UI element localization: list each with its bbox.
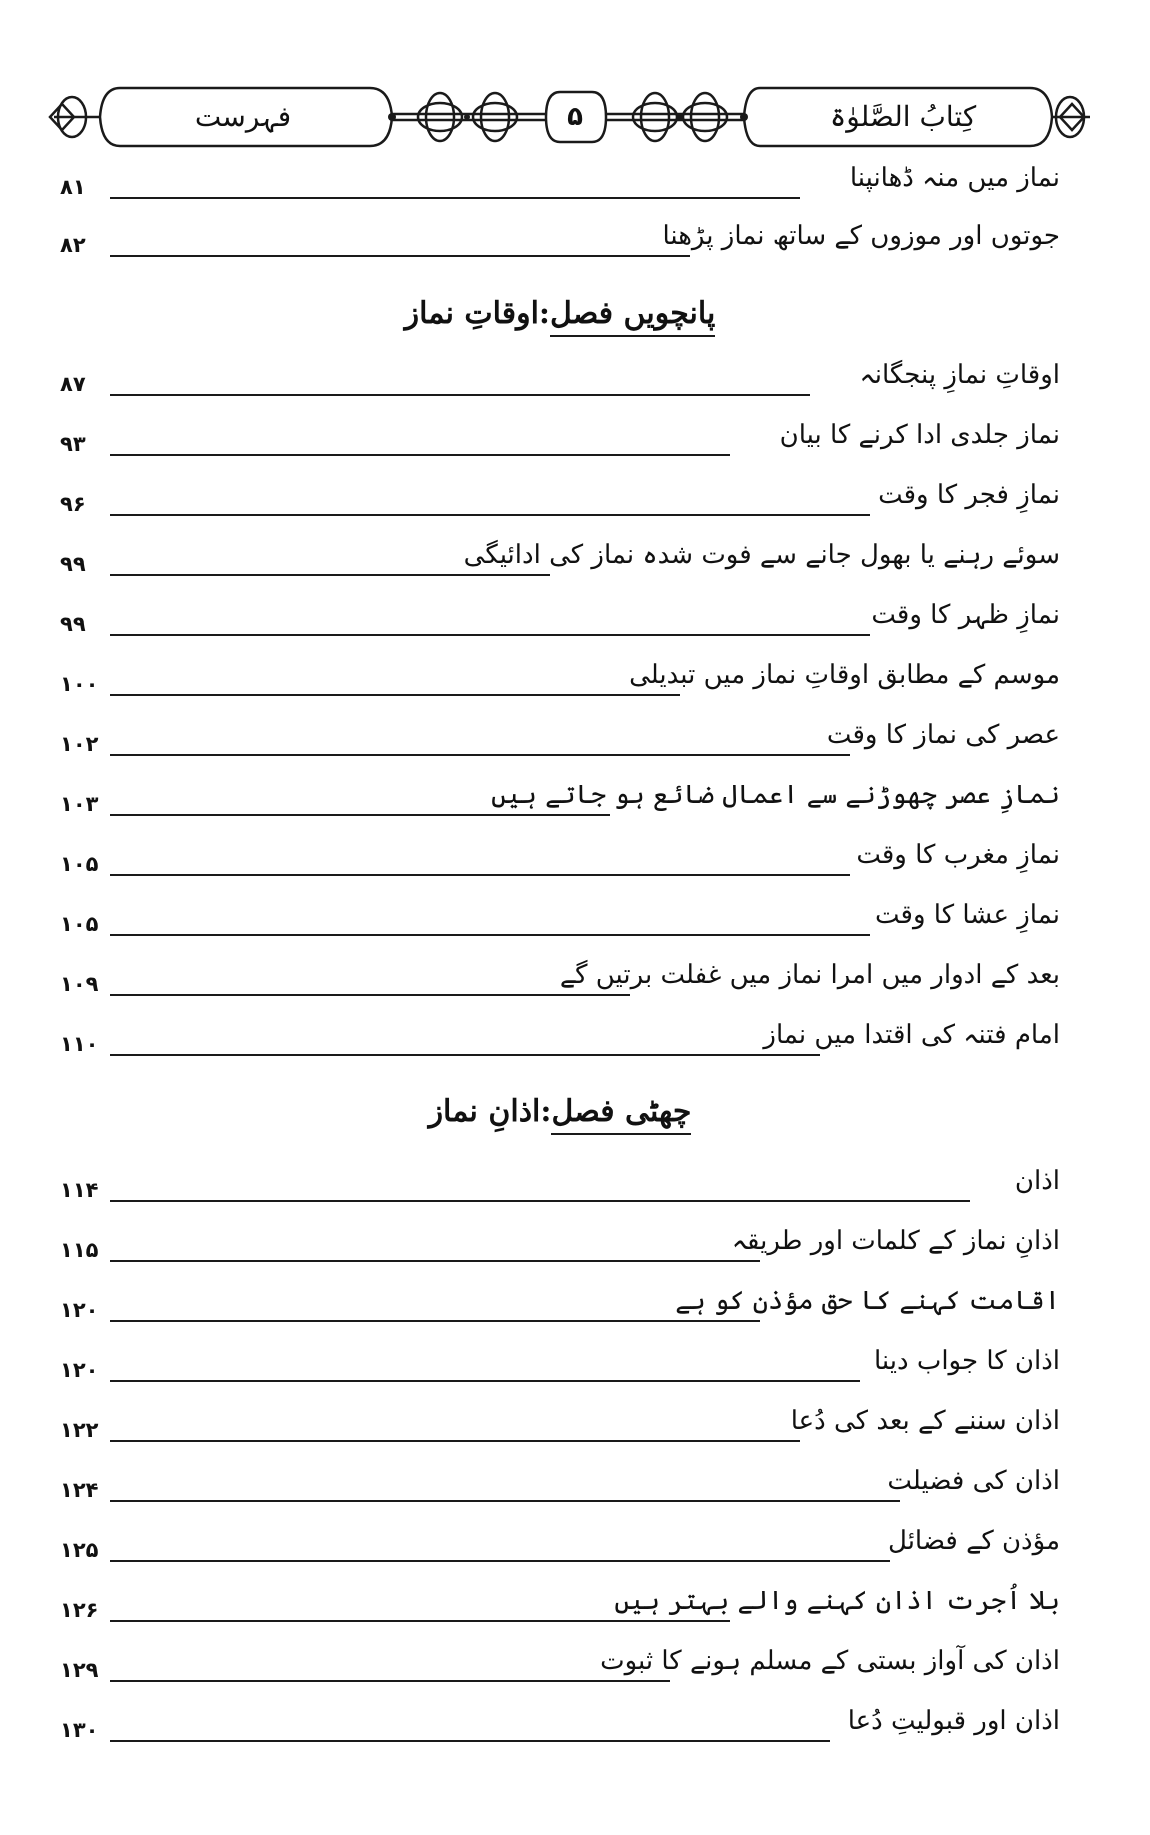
toc-leader-line [110, 874, 850, 876]
toc-entry[interactable] [60, 155, 1060, 205]
toc-entry[interactable] [60, 1638, 1060, 1688]
toc-entry-page: ۱۲۹ [60, 1658, 99, 1682]
toc-entry-title: اذان کی فضیلت [887, 1466, 1060, 1496]
chapter-heading-title: :اذانِ نماز [428, 1094, 552, 1129]
toc-entry[interactable] [60, 1518, 1060, 1568]
toc-leader-line [110, 454, 730, 456]
toc-leader-line [110, 1260, 760, 1262]
toc-entry-page: ۱۲۰ [60, 1358, 99, 1382]
toc-entry-page: ۱۲۶ [60, 1598, 99, 1622]
toc-entry[interactable] [60, 952, 1060, 1002]
toc-entry-page: ۱۰۹ [60, 972, 99, 996]
toc-entry-page: ۱۲۲ [60, 1418, 99, 1442]
toc-entry-title: جوتوں اور موزوں کے ساتھ نماز پڑھنا [662, 221, 1060, 251]
toc-entry-title: اذان [1014, 1166, 1060, 1196]
toc-entry[interactable] [60, 1218, 1060, 1268]
toc-entry[interactable] [60, 1278, 1060, 1328]
toc-entry[interactable] [60, 712, 1060, 762]
toc-entry[interactable] [60, 1458, 1060, 1508]
toc-leader-line [110, 994, 630, 996]
chapter-heading-label: پانچویں فصل [550, 296, 715, 337]
toc-entry-title: بعد کے ادوار میں امرا نماز میں غفلت برتیں گے [559, 960, 1060, 990]
toc-entry-title: نمازِ فجر کا وقت [878, 480, 1060, 510]
toc-entry[interactable] [60, 1158, 1060, 1208]
toc-entry-title: اذان سننے کے بعد کی دُعا [790, 1406, 1060, 1436]
toc-leader-line [110, 574, 550, 576]
toc-leader-line [110, 1054, 820, 1056]
toc-entry-page: ۱۱۰ [60, 1032, 99, 1056]
toc-entry-title: نمازِ مغرب کا وقت [856, 840, 1060, 870]
toc-entry-page: ۱۰۵ [60, 852, 99, 876]
toc-entry-title: اوقاتِ نمازِ پنجگانہ [859, 360, 1060, 390]
toc-entry[interactable] [60, 213, 1060, 263]
toc-entry-page: ۸۷ [60, 372, 86, 396]
toc-leader-line [110, 1380, 860, 1382]
chapter-heading-label: چھٹی فصل [551, 1094, 691, 1135]
toc-entry-title: نمازِ ظہر کا وقت [871, 600, 1060, 630]
toc-entry[interactable] [60, 832, 1060, 882]
toc-entry-title: نمازِ عصر چھوڑنے سے اعمال ضائع ہو جاتے ہیں [491, 780, 1060, 810]
chapter-heading [60, 292, 1060, 352]
toc-entry-page: ۱۲۴ [60, 1478, 99, 1502]
toc-entry-title: امام فتنہ کی اقتدا میں نماز [763, 1020, 1060, 1050]
toc-entry[interactable] [60, 772, 1060, 822]
toc-entry[interactable] [60, 1012, 1060, 1062]
toc-entry-title: بلا اُجرت اذان کہنے والے بہتر ہیں [614, 1586, 1060, 1616]
toc-leader-line [110, 255, 690, 257]
toc-entry-title: عصر کی نماز کا وقت [826, 720, 1060, 750]
toc-entry[interactable] [60, 412, 1060, 462]
toc-entry-page: ۹۹ [60, 612, 86, 636]
toc-leader-line [110, 1680, 670, 1682]
toc-entry[interactable] [60, 352, 1060, 402]
toc-leader-line [110, 814, 610, 816]
toc-entry-title: نماز میں منہ ڈھانپنا [849, 163, 1060, 193]
toc-entry-title: اقامت کہنے کا حق مؤذن کو ہے [675, 1286, 1060, 1316]
section-title: فہرست [194, 100, 292, 133]
toc-entry-page: ۱۱۴ [60, 1178, 99, 1202]
toc-entry[interactable] [60, 1398, 1060, 1448]
toc-entry[interactable] [60, 1578, 1060, 1628]
toc-leader-line [110, 1620, 730, 1622]
toc-leader-line [110, 1740, 830, 1742]
toc-leader-line [110, 1200, 970, 1202]
toc-entry[interactable] [60, 472, 1060, 522]
toc-leader-line [110, 197, 800, 199]
book-title: کِتابُ الصَّلوٰۃ [829, 100, 977, 133]
toc-entry-page: ۱۰۲ [60, 732, 99, 756]
toc-entry-title: اذانِ نماز کے کلمات اور طریقہ [731, 1226, 1060, 1256]
toc-entry-title: اذان کی آواز بستی کے مسلم ہونے کا ثبوت [600, 1646, 1060, 1676]
toc-entry-page: ۱۱۵ [60, 1238, 99, 1262]
toc-entry-title: نماز جلدی ادا کرنے کا بیان [779, 420, 1060, 450]
toc-entry-page: ۱۲۵ [60, 1538, 99, 1562]
toc-entry[interactable] [60, 652, 1060, 702]
toc-leader-line [110, 1320, 760, 1322]
toc-entry-title: نمازِ عشا کا وقت [875, 900, 1060, 930]
toc-entry[interactable] [60, 892, 1060, 942]
toc-leader-line [110, 694, 680, 696]
toc-leader-line [110, 1500, 900, 1502]
toc-leader-line [110, 394, 810, 396]
toc-entry-title: اذان اور قبولیتِ دُعا [847, 1706, 1060, 1736]
toc-entry-page: ۹۹ [60, 552, 86, 576]
toc-leader-line [110, 934, 870, 936]
toc-entry[interactable] [60, 1698, 1060, 1748]
chapter-heading [60, 1090, 1060, 1150]
toc-entry-title: موسم کے مطابق اوقاتِ نماز میں تبدیلی [629, 660, 1060, 690]
toc-entry-title: اذان کا جواب دینا [874, 1346, 1060, 1376]
chapter-heading-title: :اوقاتِ نماز [404, 296, 550, 331]
page-number: ۵ [567, 102, 583, 132]
toc-entry-page: ۸۱ [60, 175, 86, 199]
toc-entry-page: ۱۰۰ [60, 672, 99, 696]
toc-entry-page: ۱۰۳ [60, 792, 99, 816]
page-header [40, 82, 1100, 152]
toc-entry[interactable] [60, 1338, 1060, 1388]
toc-entry[interactable] [60, 532, 1060, 582]
toc-entry-title: سوئے رہنے یا بھول جانے سے فوت شدہ نماز کی ادائیگی [463, 540, 1060, 570]
toc-leader-line [110, 754, 850, 756]
toc-leader-line [110, 1440, 800, 1442]
toc-entry-page: ۱۳۰ [60, 1718, 99, 1742]
toc-entry[interactable] [60, 592, 1060, 642]
toc-entry-page: ۹۶ [60, 492, 86, 516]
toc-entry-title: مؤذن کے فضائل [888, 1526, 1060, 1556]
toc-entry-page: ۸۲ [60, 233, 86, 257]
toc-entry-page: ۱۲۰ [60, 1298, 99, 1322]
toc-leader-line [110, 514, 870, 516]
toc-leader-line [110, 1560, 890, 1562]
toc-entry-page: ۱۰۵ [60, 912, 99, 936]
toc-entry-page: ۹۳ [60, 432, 86, 456]
toc-leader-line [110, 634, 870, 636]
